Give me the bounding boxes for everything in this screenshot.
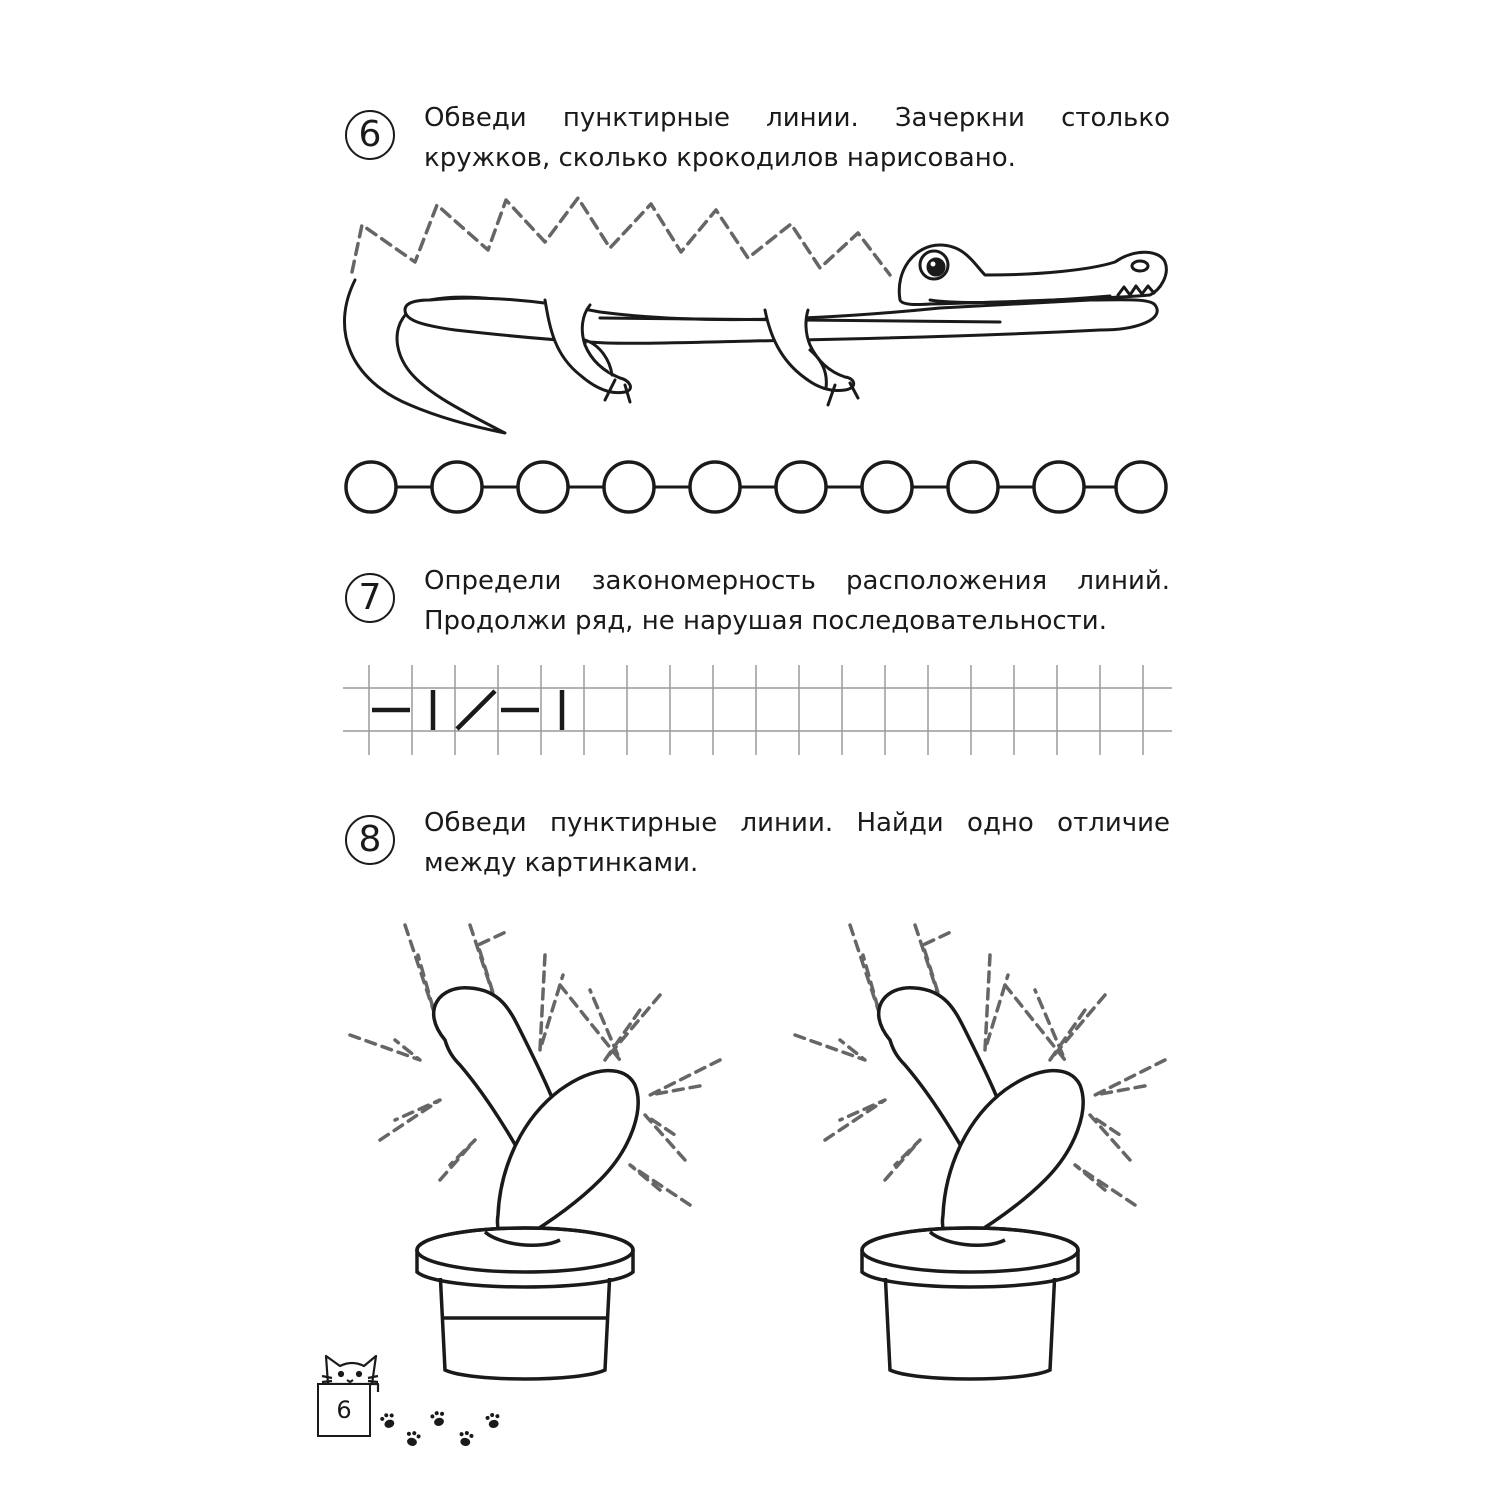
circle-4[interactable]: [604, 462, 654, 512]
cactus-pot-left: [417, 1228, 633, 1379]
task-number-6-label: 6: [358, 114, 382, 155]
cactus-body-right: [879, 988, 1083, 1242]
circle-6[interactable]: [776, 462, 826, 512]
circles-row: [346, 462, 1166, 512]
cactus-body-left: [434, 988, 638, 1242]
pattern-grid[interactable]: [343, 665, 1172, 755]
paw-print-icon: [485, 1412, 501, 1429]
cactus-pot-right: [862, 1228, 1078, 1379]
task-6-line-1: Обведи пунктирные линии. Зачеркни столько: [424, 103, 1170, 133]
task-8-instruction: [424, 803, 1170, 883]
page-number-box: [317, 1383, 371, 1437]
paw-print-icon: [379, 1411, 397, 1430]
task-number-8-label: 8: [358, 819, 382, 860]
circle-3[interactable]: [518, 462, 568, 512]
task-7-instruction: [424, 561, 1170, 641]
task-8-line-2: между картинками.: [424, 848, 699, 878]
cactus-illustration-right: [795, 925, 1165, 1379]
task-number-8: [345, 815, 395, 865]
page-number: 6: [336, 1396, 352, 1424]
task-number-7-label: 7: [358, 577, 382, 618]
circle-10[interactable]: [1116, 462, 1166, 512]
task-number-7: [345, 573, 395, 623]
task-6-line-2: кружков, сколько крокодилов нарисовано.: [424, 143, 1016, 173]
pattern-diagonal-line: [457, 691, 495, 729]
circle-7[interactable]: [862, 462, 912, 512]
circle-2[interactable]: [432, 462, 482, 512]
task-7-line-1: Определи закономерность расположения линий.: [424, 566, 1170, 596]
paw-print-icon: [458, 1430, 474, 1447]
paw-print-icon: [404, 1429, 421, 1447]
task-8-line-1: Обведи пунктирные линии. Найди одно отличие: [424, 808, 1170, 838]
crocodile-illustration: [344, 198, 1166, 433]
circle-8[interactable]: [948, 462, 998, 512]
paw-print-icon: [429, 1409, 446, 1427]
circle-9[interactable]: [1034, 462, 1084, 512]
circle-1[interactable]: [346, 462, 396, 512]
circle-5[interactable]: [690, 462, 740, 512]
pattern-sequence: [372, 690, 562, 730]
crocodile-dashed-spikes[interactable]: [352, 198, 890, 275]
cactus-illustration-left: [350, 925, 720, 1379]
task-7-line-2: Продолжи ряд, не нарушая последовательности.: [424, 606, 1107, 636]
paw-prints: [379, 1409, 501, 1447]
